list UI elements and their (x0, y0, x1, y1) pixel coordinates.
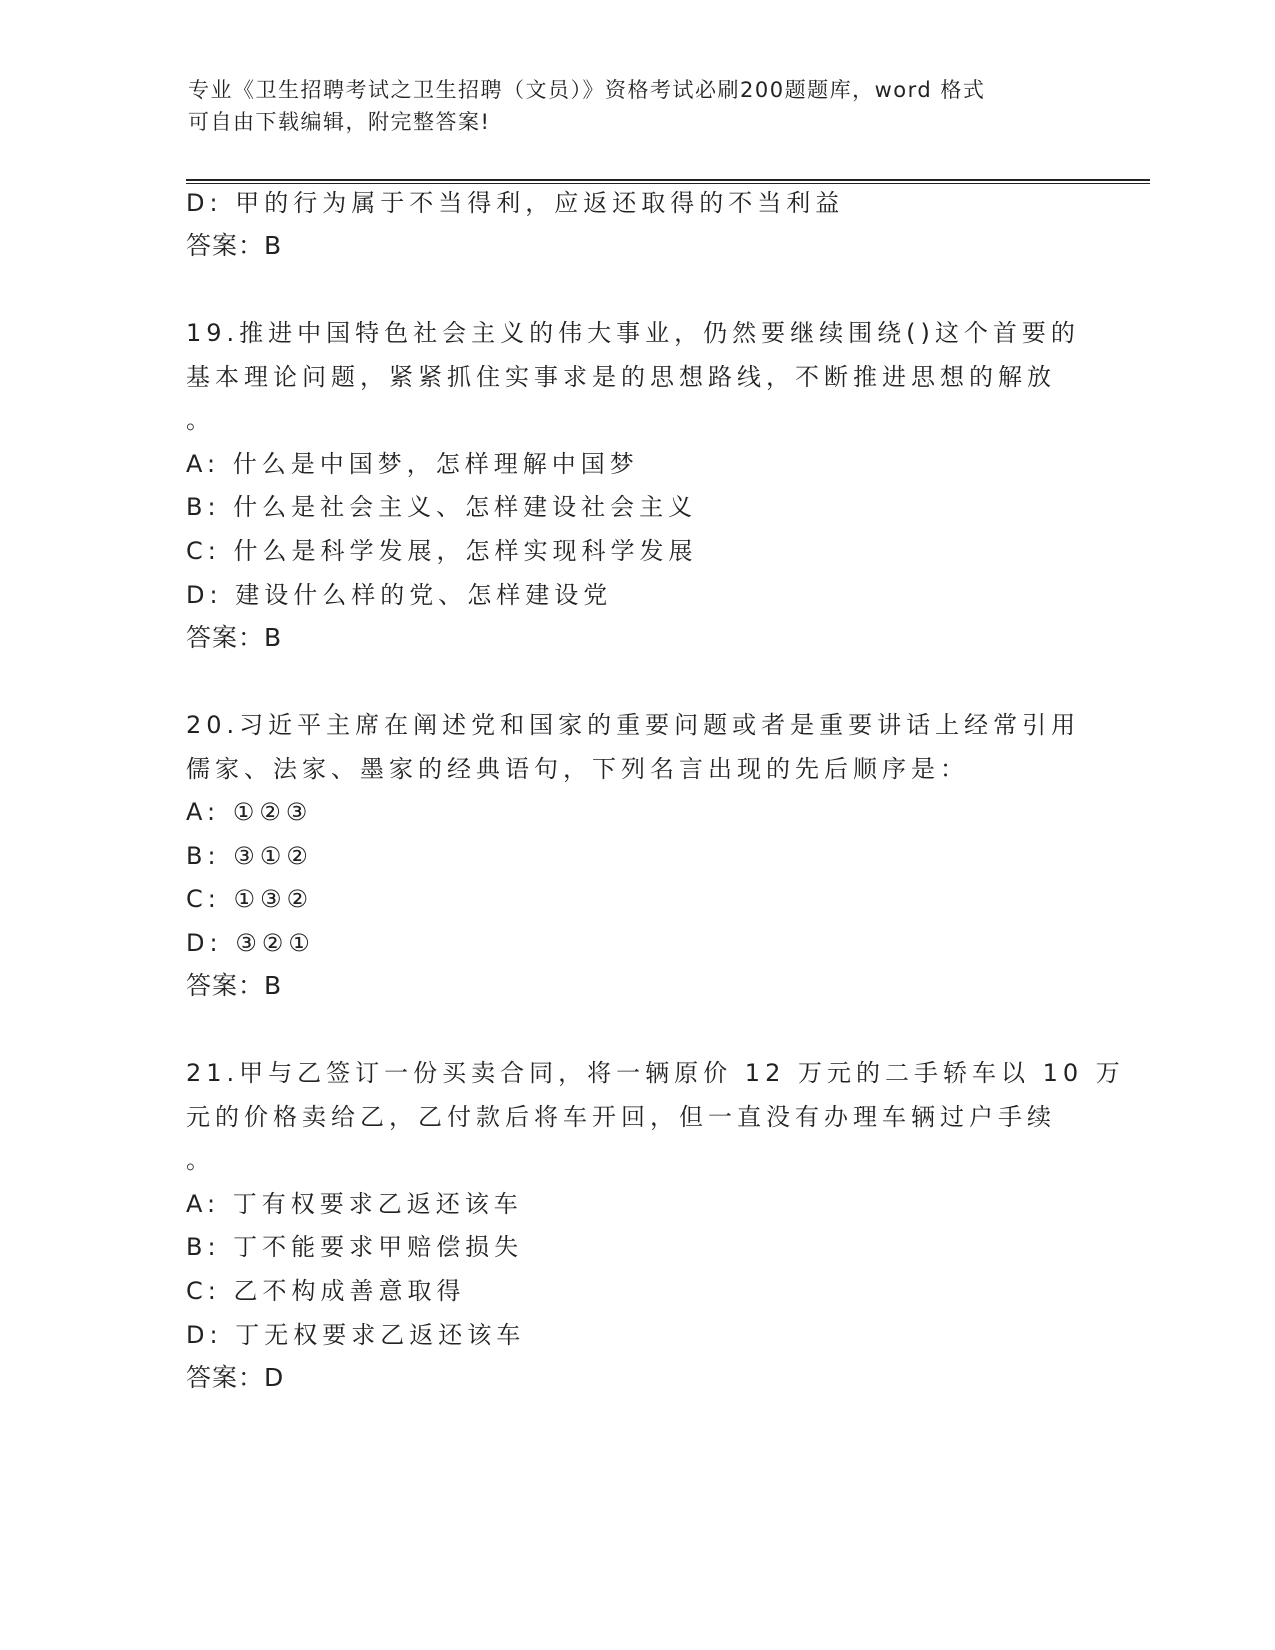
q20-option-a: A: ①②③ (186, 798, 313, 826)
q19-text-line-2: 基本理论问题，紧紧抓住实事求是的思想路线，不断推进思想的解放 (186, 363, 1056, 391)
header-divider-thick (186, 179, 1150, 181)
q20-answer: 答案：B (186, 971, 283, 1000)
q20-text-line-2: 儒家、法家、墨家的经典语句，下列名言出现的先后顺序是： (186, 755, 969, 783)
q21-text-line-1: 21.甲与乙签订一份买卖合同，将一辆原价 12 万元的二手轿车以 10 万 (186, 1059, 1125, 1087)
q19-answer: 答案：B (186, 623, 283, 652)
q21-option-c: C: 乙不构成善意取得 (186, 1277, 466, 1305)
q20-option-c: C: ①③② (186, 885, 314, 913)
q19-option-a: A: 什么是中国梦，怎样理解中国梦 (186, 450, 639, 478)
q19-option-b: B: 什么是社会主义、怎样建设社会主义 (186, 493, 698, 521)
q20-option-d: D: ③②① (186, 929, 315, 957)
q21-answer: 答案：D (186, 1363, 285, 1392)
prev-option-d: D: 甲的行为属于不当得利，应返还取得的不当利益 (186, 189, 845, 217)
prev-answer: 答案：B (186, 231, 283, 260)
q19-option-d: D: 建设什么样的党、怎样建设党 (186, 581, 613, 609)
q19-text-line-1: 19.推进中国特色社会主义的伟大事业，仍然要继续围绕()这个首要的 (186, 319, 1080, 347)
q20-text-line-1: 20.习近平主席在阐述党和国家的重要问题或者是重要讲话上经常引用 (186, 711, 1081, 739)
q21-option-d: D: 丁无权要求乙返还该车 (186, 1321, 526, 1349)
q21-option-a: A: 丁有权要求乙返还该车 (186, 1190, 523, 1218)
q21-text-line-3: 。 (186, 1146, 215, 1174)
header-line-2: 可自由下载编辑，附完整答案! (188, 110, 491, 134)
header-line-1: 专业《卫生招聘考试之卫生招聘（文员）》资格考试必刷200题题库，word 格式 (188, 78, 986, 102)
document-header (188, 74, 1088, 138)
q21-option-b: B: 丁不能要求甲赔偿损失 (186, 1233, 524, 1261)
q20-option-b: B: ③①② (186, 842, 313, 870)
header-divider-thin (186, 183, 1150, 184)
q19-text-line-3: 。 (186, 406, 215, 434)
q19-option-c: C: 什么是科学发展，怎样实现科学发展 (186, 537, 698, 565)
q21-text-line-2: 元的价格卖给乙，乙付款后将车开回，但一直没有办理车辆过户手续 (186, 1103, 1056, 1131)
